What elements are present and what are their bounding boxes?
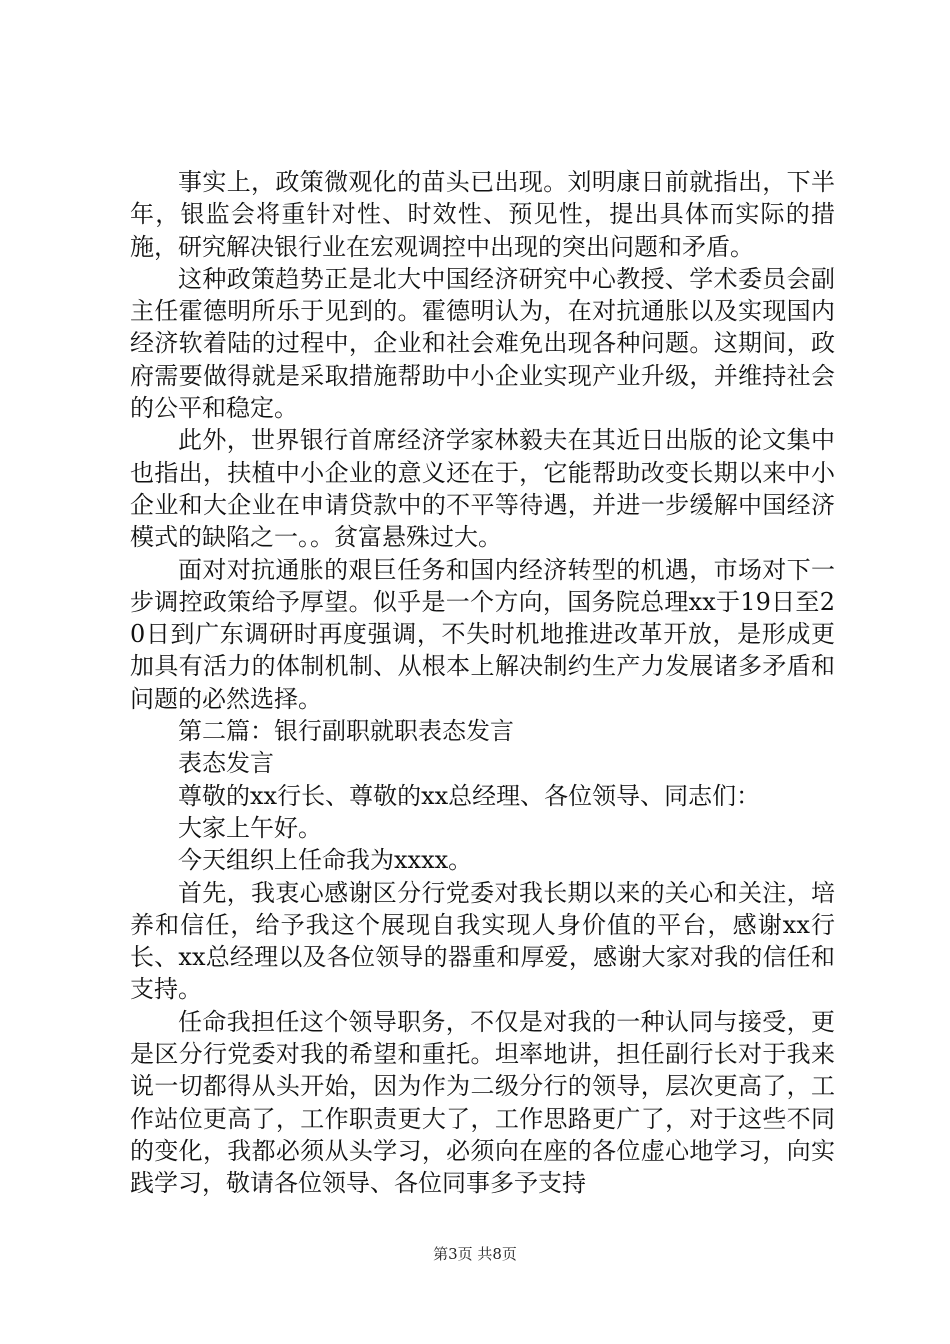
page-number-footer: 第3页 共8页 xyxy=(433,1245,517,1263)
paragraph-3: 此外，世界银行首席经济学家林毅夫在其近日出版的论文集中也指出，扶植中小企业的意义还在于，它能帮助改变长期以来中小企业和大企业在申请贷款中的不平等待遇，并进一步缓解中国经济模式的缺陷之一。。贫富悬殊过大。 xyxy=(130,426,835,552)
greeting: 大家上午好。 xyxy=(178,813,322,842)
speech-title: 表态发言 xyxy=(178,749,274,778)
salutation: 尊敬的xx行长、尊敬的xx总经理、各位领导、同志们： xyxy=(178,781,761,810)
document-body xyxy=(130,166,835,1200)
appointment-line: 今天组织上任命我为xxxx。 xyxy=(178,846,473,875)
section-title: 第二篇：银行副职就职表态发言 xyxy=(178,717,514,746)
paragraph-2: 这种政策趋势正是北大中国经济研究中心教授、学术委员会副主任霍德明所乐于见到的。霍德明认为，在对抗通胀以及实现国内经济软着陆的过程中，企业和社会难免出现各种问题。这期间，政府需要做得就是采取措施帮助中小企业实现产业升级，并维持社会的公平和稳定。 xyxy=(130,264,835,423)
paragraph-commitment: 任命我担任这个领导职务，不仅是对我的一种认同与接受，更是区分行党委对我的希望和重托。坦率地讲，担任副行长对于我来说一切都得从头开始，因为作为二级分行的领导，层次更高了，工作站位更高了，工作职责更大了，工作思路更广了，对于这些不同的变化，我都必须从头学习，必须向在座的各位虚心地学习，向实践学习，敬请各位领导、各位同事多予支持 xyxy=(130,1007,835,1198)
paragraph-4: 面对对抗通胀的艰巨任务和国内经济转型的机遇，市场对下一步调控政策给予厚望。似乎是一个方向，国务院总理xx于19日至20日到广东调研时再度强调，不失时机地推进改革开放，是形成更加具有活力的体制机制、从根本上解决制约生产力发展诸多矛盾和问题的必然选择。 xyxy=(130,555,835,713)
paragraph-thanks: 首先，我衷心感谢区分行党委对我长期以来的关心和关注，培养和信任，给予我这个展现自我实现人身价值的平台，感谢xx行长、xx总经理以及各位领导的器重和厚爱，感谢大家对我的信任和支持。 xyxy=(130,878,835,1004)
paragraph-1: 事实上，政策微观化的苗头已出现。刘明康日前就指出，下半年，银监会将重针对性、时效性、预见性，提出具体而实际的措施，研究解决银行业在宏观调控中出现的突出问题和矛盾。 xyxy=(130,168,835,261)
